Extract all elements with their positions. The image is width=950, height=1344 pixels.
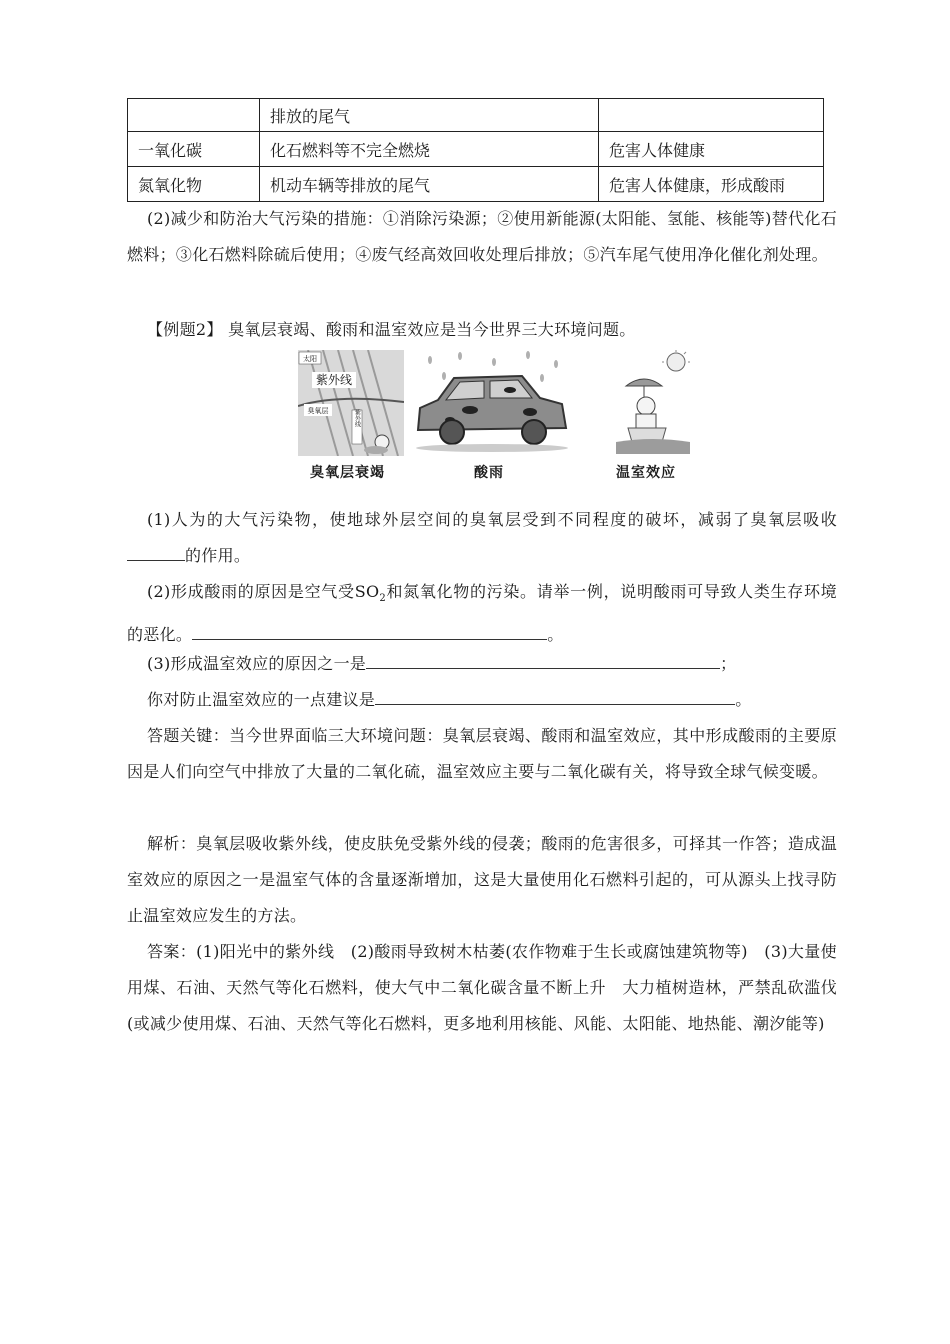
example-text: 臭氧层衰竭、酸雨和温室效应是当今世界三大环境问题。	[228, 320, 636, 339]
question-3b-end: 。	[735, 690, 752, 709]
table-row	[128, 167, 824, 202]
table-cell-name: 氮氧化物	[128, 167, 260, 202]
question-2-end: 。	[547, 625, 564, 645]
table-cell-harm	[599, 99, 824, 132]
table-cell-source: 排放的尾气	[260, 99, 599, 132]
greenhouse-effect-illustration	[616, 350, 690, 454]
table-row	[128, 132, 824, 167]
analysis-paragraph: 解析：臭氧层吸收紫外线，使皮肤免受紫外线的侵袭；酸雨的危害很多，可择其一作答；造成温室效应的原因之一是温室气体的含量逐渐增加，这是大量使用化石燃料引起的，可从源头上找寻防止温室效应发生的方法。	[127, 834, 837, 925]
answer-blank[interactable]	[375, 686, 735, 705]
answer-paragraph: 答案：(1)阳光中的紫外线 (2)酸雨导致树木枯萎(农作物难于生长或腐蚀建筑物等) (3)大量使用煤、石油、天然气等化石燃料，使大气中二氧化碳含量不断上升 大力植树造林，严禁乱砍滥伐(或减少使用煤、石油、天然气等化石燃料，更多地利用核能、风能、太阳能、地热能、潮汐能等)	[127, 942, 837, 1033]
acid-rain-illustration	[410, 350, 572, 454]
so2-subscript: 2	[379, 593, 387, 605]
table-cell-source: 机动车辆等排放的尾气	[260, 167, 599, 202]
caption-ozone: 臭氧层衰竭	[310, 465, 385, 481]
question-1-text: (1)人为的大气污染物，使地球外层空间的臭氧层受到不同程度的破坏，减弱了臭氧层吸收	[147, 510, 837, 529]
question-2	[127, 574, 837, 653]
answer-blank[interactable]	[127, 542, 185, 561]
question-3-text: (3)形成温室效应的原因之一是	[147, 654, 367, 673]
answer-blank[interactable]	[192, 621, 547, 640]
question-1	[127, 502, 837, 574]
uv-label: 紫外线	[315, 373, 353, 387]
table-cell-name: 一氧化碳	[128, 132, 260, 167]
sun-label: 太阳	[303, 355, 317, 363]
question-3	[127, 646, 837, 682]
environment-figure	[298, 350, 690, 486]
key-paragraph: 答题关键：当今世界面临三大环境问题：臭氧层衰竭、酸雨和温室效应，其中形成酸雨的主要原因是人们向空气中排放了大量的二氧化硫，温室效应主要与二氧化碳有关，将导致全球气候变暖。	[127, 726, 837, 781]
shield-label: 紫外线	[353, 409, 361, 427]
table-cell-source: 化石燃料等不完全燃烧	[260, 132, 599, 167]
table-cell-harm: 危害人体健康	[599, 132, 824, 167]
example-heading	[127, 312, 837, 348]
so2-formula: SO	[354, 582, 380, 601]
ozone-depletion-illustration	[298, 350, 404, 456]
pollutant-table	[127, 98, 824, 202]
ozone-label: 臭氧层	[307, 407, 329, 415]
question-2-text-a: (2)形成酸雨的原因是空气受	[147, 582, 355, 601]
table-row	[128, 99, 824, 132]
answer-blank[interactable]	[366, 650, 720, 669]
table-cell-name	[128, 99, 260, 132]
caption-acid-rain: 酸雨	[474, 465, 504, 481]
question-3b-text: 你对防止温室效应的一点建议是	[147, 690, 376, 709]
caption-greenhouse: 温室效应	[616, 465, 676, 481]
measures-paragraph: (2)减少和防治大气污染的措施：①消除污染源；②使用新能源(太阳能、氢能、核能等)替代化石燃料；③化石燃料除硫后使用；④废气经高效回收处理后排放；⑤汽车尾气使用净化催化剂处理。	[127, 209, 837, 264]
example-title: 【例题2】	[147, 320, 223, 339]
question-3-end: ；	[720, 654, 737, 673]
question-2-text-b: 和氮氧化物的污染。请举一例，说明酸雨可导致人类生存环境的恶化。	[127, 582, 837, 645]
table-cell-harm: 危害人体健康，形成酸雨	[599, 167, 824, 202]
question-1-tail: 的作用。	[185, 546, 251, 565]
question-3-b	[127, 682, 837, 718]
